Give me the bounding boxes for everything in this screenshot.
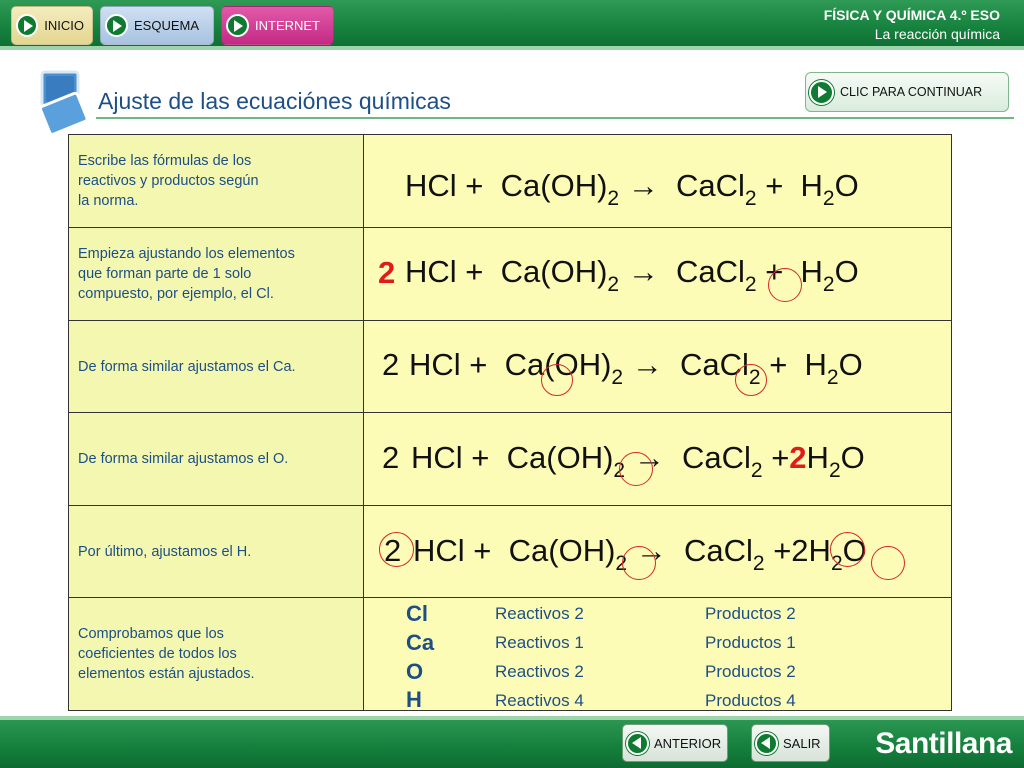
highlight-circle: [379, 532, 414, 567]
page-title: Ajuste de las ecuaciónes químicas: [98, 88, 451, 114]
check-productos: Productos 2: [705, 662, 796, 681]
equation: HCl + $Ca(OH)_2$ → CaCl$_2$ $+2H_2O$: [413, 533, 867, 575]
continue-button-label: CLIC PARA CONTINUAR: [840, 85, 983, 99]
top-bar-divider: [0, 46, 1024, 50]
coefficient-hcl: 2: [382, 347, 400, 382]
highlight-circle: [871, 546, 905, 580]
check-reactivos: Reactivos 1: [495, 633, 584, 652]
salir-button-label: SALIR: [783, 735, 821, 751]
check-element: Cl: [406, 601, 428, 626]
check-reactivos: Reactivos 4: [495, 691, 584, 710]
salir-button[interactable]: [751, 724, 830, 762]
highlight-circle: [768, 268, 802, 302]
check-reactivos: Reactivos 2: [495, 604, 584, 623]
internet-button-label: INTERNET: [255, 18, 320, 33]
step-equation: [365, 228, 951, 320]
esquema-button-label: ESQUEMA: [134, 18, 200, 33]
table-row: [69, 412, 951, 505]
title-underline: [96, 117, 1014, 119]
check-reactivos: Reactivos 2: [495, 662, 584, 681]
table-row: [69, 227, 951, 320]
table-row: [69, 135, 951, 227]
play-icon: [226, 14, 249, 37]
play-icon: [809, 80, 834, 105]
bottom-bar-divider: [0, 716, 1024, 720]
anterior-button-label: ANTERIOR: [654, 735, 722, 751]
step-equation: [365, 506, 951, 597]
play-icon: [16, 14, 38, 37]
coefficient-h2o: 2: [789, 440, 807, 475]
check-productos: Productos 4: [705, 691, 796, 710]
table-row: [69, 597, 951, 710]
check-element: Ca: [406, 630, 435, 655]
step-instruction: De forma similar ajustamos el Ca.: [69, 321, 364, 412]
check-element: O: [406, 659, 424, 684]
course-info: [824, 7, 1000, 42]
back-arrow-icon: [755, 732, 778, 755]
course-title: FÍSICA Y QUÍMICA 4.º ESO: [823, 7, 1000, 23]
check-table: [365, 598, 951, 710]
back-arrow-icon: [626, 732, 649, 755]
brand-logo: Santillana: [875, 727, 1012, 760]
table-row: [69, 505, 951, 597]
inicio-button[interactable]: [11, 6, 93, 45]
coefficient-hcl: 2: [378, 255, 396, 290]
inicio-button-label: INICIO: [44, 18, 84, 33]
equation: HCl + $Ca(OH)_2$ → CaCl$_2$ + $H_2O$: [405, 254, 859, 296]
table-row: [69, 320, 951, 412]
continue-button[interactable]: [805, 72, 1009, 112]
step-instruction: Empieza ajustando los elementos que forman parte de 1 solo compuesto, por ejemplo, el Cl.: [69, 228, 364, 320]
coefficient-hcl: 2: [382, 440, 400, 475]
esquema-button[interactable]: [100, 6, 214, 45]
step-instruction: De forma similar ajustamos el O.: [69, 413, 364, 505]
balancing-table: [68, 134, 952, 711]
step-equation: [365, 321, 951, 412]
internet-button[interactable]: [221, 6, 334, 45]
highlight-circle: [622, 546, 656, 580]
step-equation: [365, 135, 951, 227]
section-logo-icon: [36, 70, 96, 136]
check-productos: Productos 1: [705, 633, 796, 652]
check-productos: Productos 2: [705, 604, 796, 623]
unit-title: La reacción química: [874, 26, 1000, 42]
highlight-circle: [619, 452, 653, 486]
highlight-circle: [541, 364, 573, 396]
play-icon: [105, 14, 128, 37]
bottom-bar: [0, 716, 1024, 768]
equation: HCl + $Ca(OH)_2$ → CaCl$_2$ $+2H_2O$: [411, 440, 865, 482]
equation: HCl + $Ca(OH)_2$ → CaCl$_2$ + $H_2O$: [409, 347, 863, 389]
anterior-button[interactable]: [622, 724, 728, 762]
equation: HCl + $Ca(OH)_2$ → CaCl$_2$ + $H_2O$: [405, 168, 859, 210]
step-equation: [365, 413, 951, 505]
step-instruction: Escribe las fórmulas de los reactivos y productos según la norma.: [69, 135, 364, 227]
highlight-circle: [735, 364, 767, 396]
step-instruction: Por último, ajustamos el H.: [69, 506, 364, 597]
coefficient-h2o: 2: [791, 533, 809, 568]
check-element: H: [406, 687, 422, 712]
step-instruction: Comprobamos que los coeficientes de todos los elementos están ajustados.: [69, 598, 364, 710]
coefficient-hcl: 2: [384, 533, 402, 568]
highlight-circle: [830, 532, 865, 567]
